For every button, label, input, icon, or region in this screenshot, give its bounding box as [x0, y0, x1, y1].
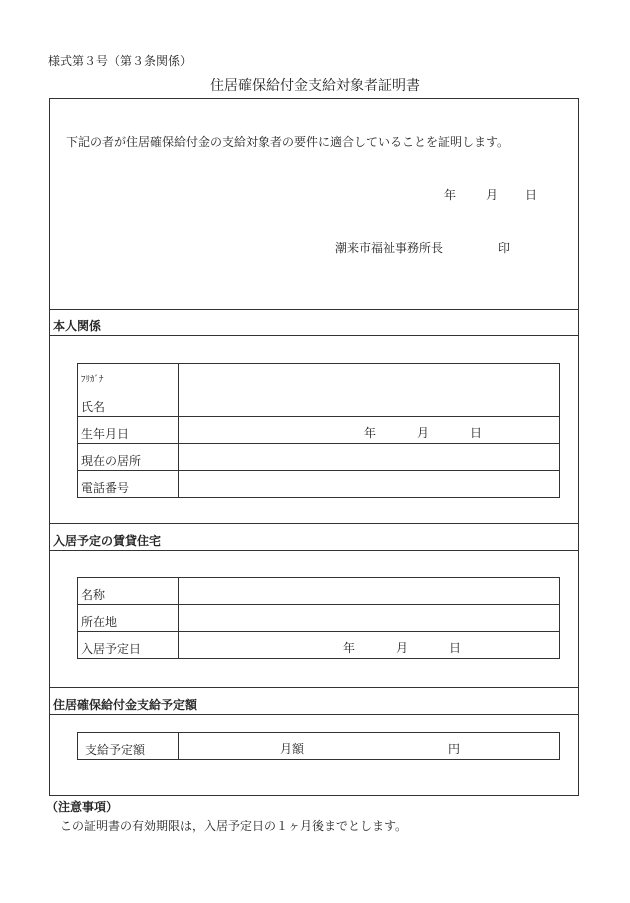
housing-info-table: [77, 577, 560, 659]
name-label: 氏名: [81, 400, 106, 414]
move-in-date-field[interactable]: [179, 632, 560, 659]
address-field[interactable]: [179, 444, 560, 471]
amount-label: 支給予定額: [78, 733, 179, 760]
table-row: [78, 471, 560, 498]
benefit-table: [77, 732, 560, 760]
move-in-month-unit: 月: [396, 641, 409, 655]
birthdate-year-unit: 年: [364, 426, 377, 440]
phone-label: 電話番号: [78, 471, 179, 498]
document-title: 住居確保給付金支給対象者証明書: [210, 78, 420, 94]
certification-date-year: 年: [444, 188, 457, 202]
section-title-housing: 入居予定の賃貸住宅: [53, 534, 162, 548]
certification-date-month: 月: [486, 188, 499, 202]
housing-name-field[interactable]: [179, 578, 560, 605]
table-row: [78, 364, 560, 417]
birthdate-day-unit: 日: [470, 426, 483, 440]
name-label-cell: [78, 364, 179, 417]
name-field[interactable]: [179, 364, 560, 417]
housing-name-label: 名称: [78, 578, 179, 605]
move-in-day-unit: 日: [449, 641, 462, 655]
divider: [49, 335, 579, 336]
divider: [49, 523, 579, 524]
section-title-personal: 本人関係: [53, 319, 102, 333]
move-in-year-unit: 年: [343, 641, 356, 655]
table-row: [78, 444, 560, 471]
table-row: [78, 417, 560, 444]
table-row: [78, 733, 560, 760]
birthdate-field[interactable]: [179, 417, 560, 444]
certification-date-day: 日: [525, 188, 538, 202]
table-row: [78, 605, 560, 632]
notes-text: この証明書の有効期限は，入居予定日の１ヶ月後までとします。: [60, 819, 408, 833]
personal-info-table: [77, 363, 560, 498]
yen-unit: 円: [448, 742, 461, 756]
move-in-date-label: 入居予定日: [78, 632, 179, 659]
birthdate-label: 生年月日: [78, 417, 179, 444]
section-title-benefit: 住居確保給付金支給予定額: [53, 698, 198, 712]
birthdate-month-unit: 月: [417, 426, 430, 440]
monthly-label: 月額: [280, 742, 305, 756]
table-row: [78, 578, 560, 605]
divider: [49, 714, 579, 715]
table-row: [78, 632, 560, 659]
housing-location-label: 所在地: [78, 605, 179, 632]
address-label: 現在の居所: [78, 444, 179, 471]
seal-mark: 印: [498, 241, 511, 255]
notes-heading: （注意事項）: [46, 800, 119, 814]
certification-statement: 下記の者が住居確保給付金の支給対象者の要件に適合していることを証明します。: [66, 135, 510, 149]
divider: [49, 550, 579, 551]
amount-field[interactable]: [179, 733, 560, 760]
form-number: 様式第３号（第３条関係）: [48, 54, 193, 68]
housing-location-field[interactable]: [179, 605, 560, 632]
issuer-name: 潮来市福祉事務所長: [335, 241, 444, 255]
divider: [49, 309, 579, 310]
phone-field[interactable]: [179, 471, 560, 498]
divider: [49, 687, 579, 688]
furigana-label: ﾌﾘｶﾞﾅ: [81, 375, 104, 385]
